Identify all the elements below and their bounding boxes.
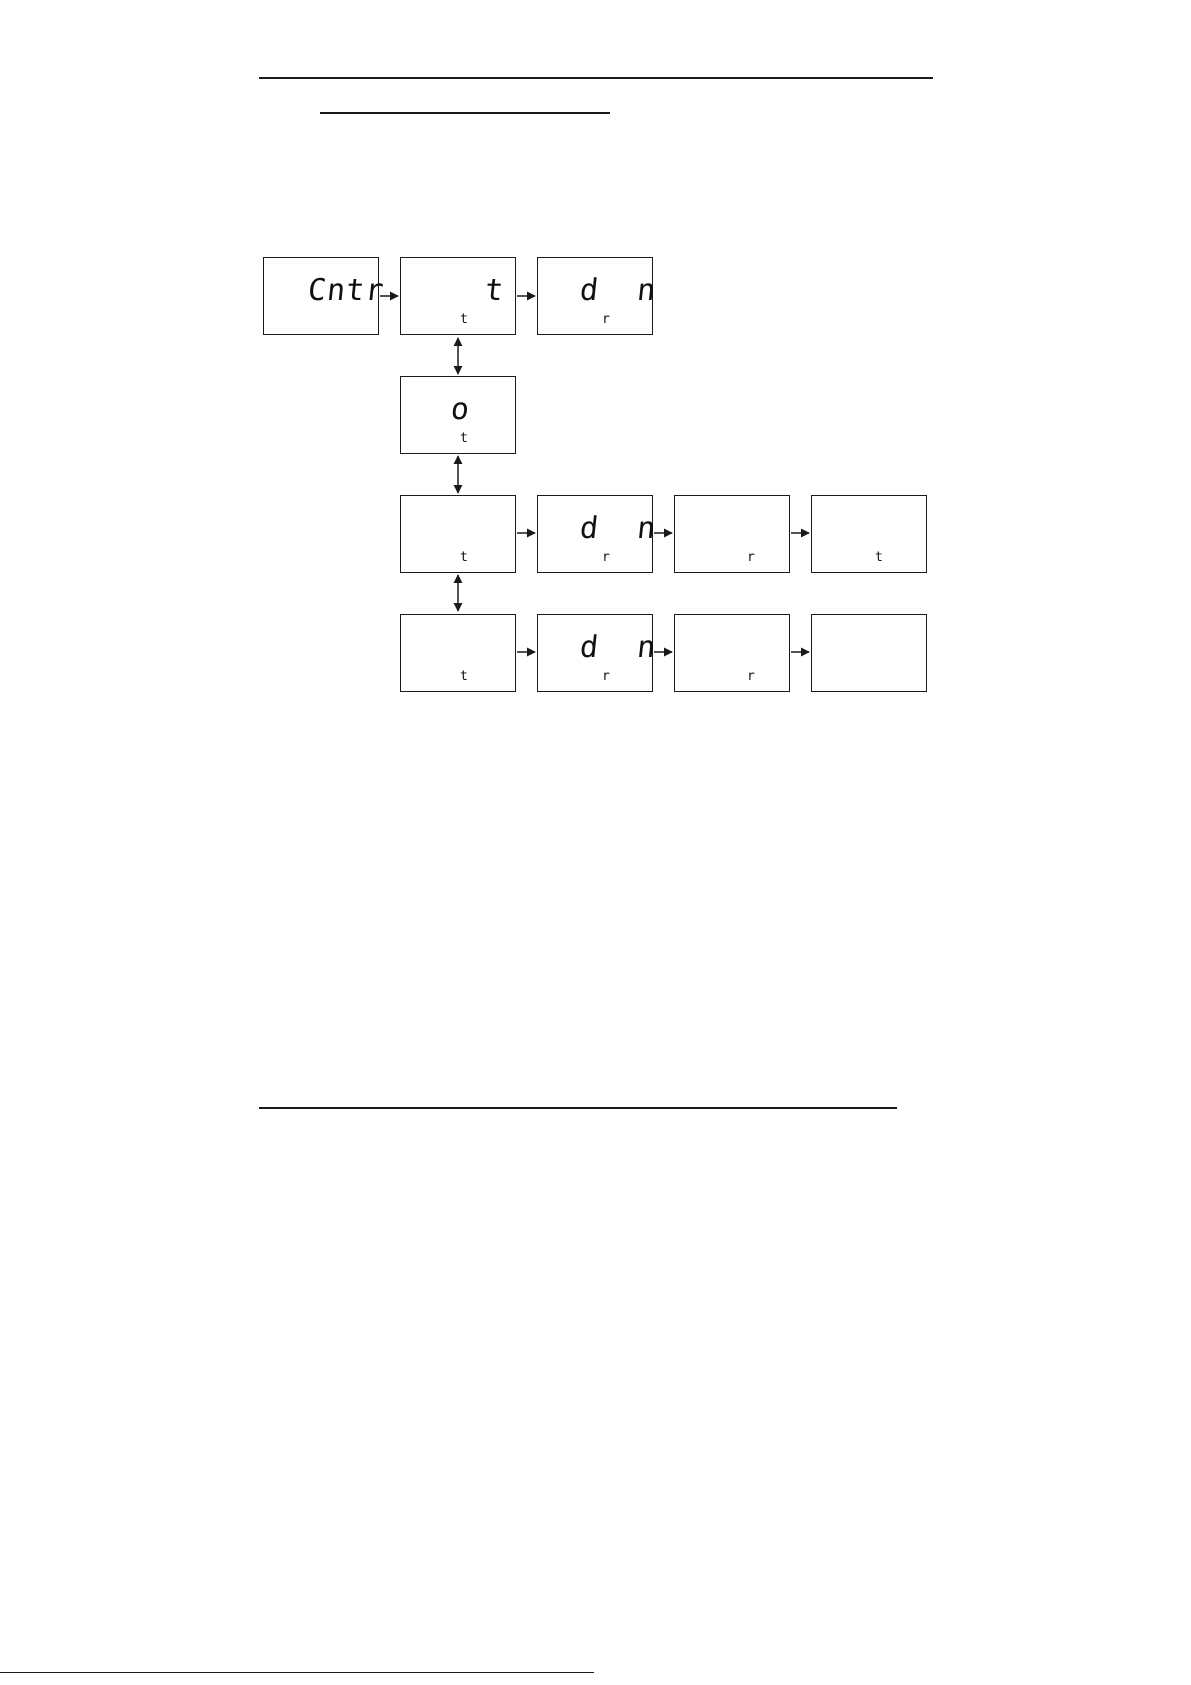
display-main-text: t bbox=[483, 273, 506, 308]
display-row1-col2 bbox=[537, 257, 659, 335]
display-row4-col4 bbox=[811, 614, 927, 692]
display-row3-col2 bbox=[537, 495, 659, 573]
display-sub-text: t bbox=[460, 550, 468, 565]
display-main-text: d n bbox=[578, 273, 659, 308]
display-row3-col4 bbox=[811, 495, 927, 573]
display-sub-text: r bbox=[602, 669, 610, 684]
display-sub-text: t bbox=[460, 431, 468, 446]
display-sub-text: r bbox=[602, 312, 610, 327]
display-main-text: d n bbox=[578, 511, 659, 546]
display-main-text: d n bbox=[578, 630, 659, 665]
display-row2-col1 bbox=[400, 376, 516, 454]
top-rule bbox=[259, 77, 933, 79]
display-sub-text: r bbox=[747, 669, 755, 684]
display-sub-text: t bbox=[460, 669, 468, 684]
display-main-text: Cntr bbox=[306, 273, 387, 308]
display-row1-col1 bbox=[400, 257, 516, 335]
display-row3-col3 bbox=[674, 495, 790, 573]
display-row3-col1 bbox=[400, 495, 516, 573]
bottom-rule bbox=[259, 1107, 897, 1109]
display-row4-col2 bbox=[537, 614, 659, 692]
display-sub-text: t bbox=[875, 550, 883, 565]
heading-underline bbox=[320, 112, 610, 114]
display-sub-text: r bbox=[747, 550, 755, 565]
footer-rule bbox=[0, 1672, 594, 1673]
display-sub-text: t bbox=[460, 312, 468, 327]
display-row4-col1 bbox=[400, 614, 516, 692]
display-row4-col3 bbox=[674, 614, 790, 692]
display-main-text: o bbox=[449, 392, 472, 427]
display-sub-text: r bbox=[602, 550, 610, 565]
display-root bbox=[263, 257, 387, 335]
